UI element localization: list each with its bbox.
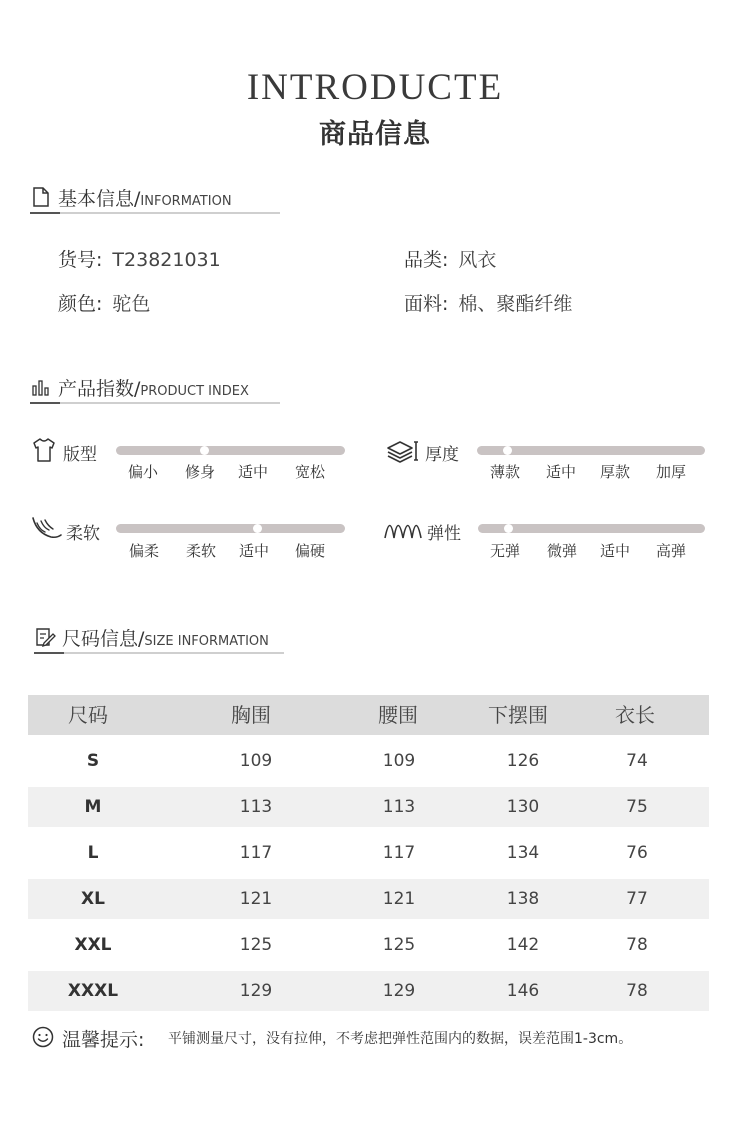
basic-info-title: 基本信息/INFORMATION <box>58 188 232 210</box>
color: 颜色: 驼色 <box>58 293 151 315</box>
tick-thickness-1: 适中 <box>546 463 577 481</box>
slider-label-fit: 版型 <box>63 445 97 465</box>
tick-thickness-0: 薄款 <box>490 463 521 481</box>
basic-info-heading <box>30 184 290 214</box>
table-header-cell: 腰围 <box>378 703 418 727</box>
slider-label-softness: 柔软 <box>66 524 100 544</box>
document-icon <box>30 186 52 208</box>
size-table <box>28 695 709 1011</box>
item-number: 货号: T23821031 <box>58 249 221 271</box>
table-cell: 130 <box>506 797 540 817</box>
table-cell: 125 <box>382 935 416 955</box>
table-cell: 125 <box>239 935 273 955</box>
table-header-cell: 衣长 <box>615 703 655 727</box>
tip-label: 温馨提示: <box>62 1029 145 1051</box>
table-header-cell: 尺码 <box>68 703 108 727</box>
table-cell: 113 <box>382 797 416 817</box>
tick-softness-3: 偏硬 <box>295 542 326 560</box>
table-row <box>28 787 709 827</box>
basic-info-divider <box>30 212 280 214</box>
tick-softness-0: 偏柔 <box>129 542 160 560</box>
table-cell: 121 <box>239 889 273 909</box>
table-header-cell: 胸围 <box>231 703 271 727</box>
bar-chart-icon <box>30 376 52 398</box>
table-cell: 74 <box>626 751 648 771</box>
tick-fit-2: 适中 <box>238 463 269 481</box>
slider-track-softness <box>116 524 345 533</box>
size-info-divider <box>34 652 284 654</box>
tick-softness-2: 适中 <box>239 542 270 560</box>
table-cell: 134 <box>506 843 540 863</box>
category: 品类: 风衣 <box>404 249 497 271</box>
tip-text: 平铺测量尺寸，没有拉伸，不考虑把弹性范围内的数据，误差范围1-3cm。 <box>168 1031 633 1047</box>
table-cell-size: XL <box>81 889 105 909</box>
table-row <box>28 925 709 965</box>
notepad-edit-icon <box>34 626 56 648</box>
slider-track-elasticity <box>478 524 705 533</box>
table-cell-size: L <box>87 843 99 863</box>
tick-thickness-3: 加厚 <box>656 463 687 481</box>
table-cell: 78 <box>626 981 648 1001</box>
spring-icon <box>384 515 422 541</box>
table-cell: 117 <box>239 843 273 863</box>
slider-track-thickness <box>477 446 705 455</box>
table-cell: 76 <box>626 843 648 863</box>
table-cell-size: XXL <box>74 935 112 955</box>
table-row <box>28 741 709 781</box>
table-cell-size: S <box>86 751 100 771</box>
smiley-icon <box>32 1026 54 1048</box>
table-cell: 75 <box>626 797 648 817</box>
title-english: INTRODUCTE <box>246 67 504 108</box>
tick-fit-3: 宽松 <box>295 463 326 481</box>
layers-icon <box>386 439 420 463</box>
table-cell: 142 <box>506 935 540 955</box>
feather-icon <box>31 515 63 541</box>
tshirt-icon <box>32 437 56 463</box>
table-cell: 126 <box>506 751 540 771</box>
slider-knob-thickness <box>503 446 512 455</box>
slider-knob-softness <box>253 524 262 533</box>
table-cell-size: XXXL <box>67 981 119 1001</box>
table-cell: 109 <box>239 751 273 771</box>
tick-elasticity-2: 适中 <box>600 542 631 560</box>
size-info-heading <box>34 624 294 654</box>
size-info-title: 尺码信息/SIZE INFORMATION <box>62 628 269 650</box>
table-cell: 129 <box>382 981 416 1001</box>
table-cell: 109 <box>382 751 416 771</box>
product-index-title: 产品指数/PRODUCT INDEX <box>58 378 249 400</box>
slider-label-thickness: 厚度 <box>425 445 459 465</box>
table-cell: 146 <box>506 981 540 1001</box>
tick-elasticity-1: 微弹 <box>547 542 578 560</box>
slider-knob-fit <box>200 446 209 455</box>
table-cell: 138 <box>506 889 540 909</box>
table-cell: 78 <box>626 935 648 955</box>
tick-fit-0: 偏小 <box>128 463 159 481</box>
table-cell-size: M <box>84 797 102 817</box>
tick-elasticity-0: 无弹 <box>490 542 521 560</box>
tick-thickness-2: 厚款 <box>600 463 631 481</box>
table-header-cell: 下摆围 <box>488 703 548 727</box>
table-cell: 117 <box>382 843 416 863</box>
table-cell: 121 <box>382 889 416 909</box>
fabric: 面料: 棉、聚酯纤维 <box>404 293 573 315</box>
table-cell: 113 <box>239 797 273 817</box>
slider-knob-elasticity <box>504 524 513 533</box>
tick-elasticity-3: 高弹 <box>656 542 687 560</box>
tick-fit-1: 修身 <box>185 463 216 481</box>
product-index-divider <box>30 402 280 404</box>
table-cell: 129 <box>239 981 273 1001</box>
tick-softness-1: 柔软 <box>186 542 217 560</box>
table-cell: 77 <box>626 889 648 909</box>
table-header-row <box>28 695 709 735</box>
product-index-heading <box>30 374 290 404</box>
table-row <box>28 833 709 873</box>
table-row <box>28 971 709 1011</box>
title-chinese: 商品信息 <box>319 119 431 150</box>
table-row <box>28 879 709 919</box>
slider-track-fit <box>116 446 345 455</box>
slider-label-elasticity: 弹性 <box>427 524 461 544</box>
